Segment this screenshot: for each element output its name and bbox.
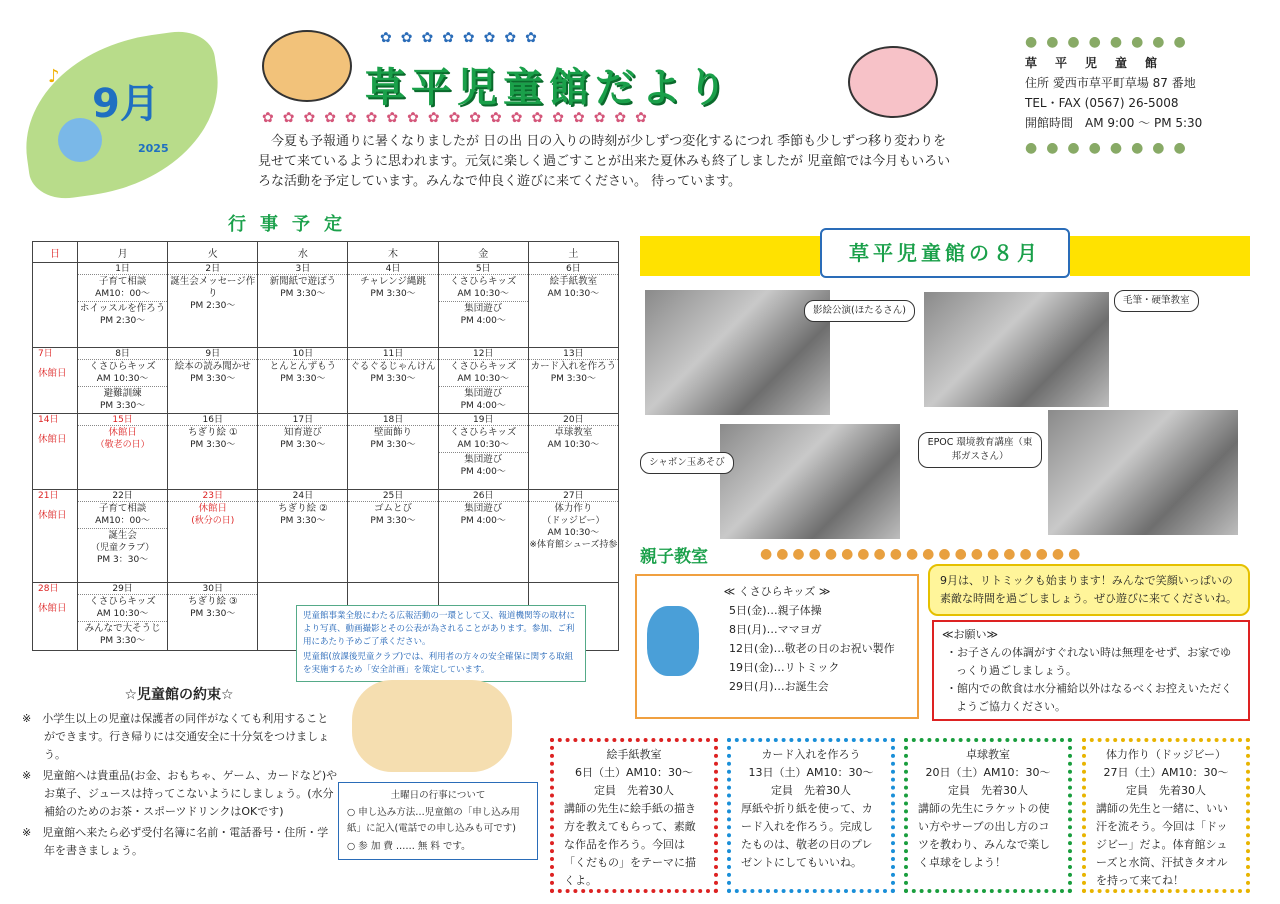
day-number: 25日 bbox=[348, 490, 437, 502]
publicity-notice bbox=[296, 605, 586, 682]
shadow-play-photo bbox=[645, 290, 830, 415]
day-number: 20日 bbox=[529, 414, 618, 426]
event-line: くさひらキッズ bbox=[450, 361, 517, 372]
calendar-event bbox=[78, 386, 167, 413]
calendar-event bbox=[38, 595, 77, 616]
photo-caption: シャボン玉あそび bbox=[640, 452, 734, 474]
request-title: ≪お願い≫ bbox=[942, 628, 999, 641]
calligraphy-photo bbox=[924, 292, 1109, 407]
event-line: くさひらキッズ bbox=[89, 596, 156, 607]
newsletter-title: 草平児童館だより bbox=[365, 65, 733, 111]
day-number: 26日 bbox=[439, 490, 528, 502]
event-line: 絵手紙教室 bbox=[549, 276, 598, 287]
day-number: 9日 bbox=[168, 348, 257, 360]
class-cap: 定員 先着30人 bbox=[1126, 784, 1206, 797]
animal-decoration: ●●●●●●●●●●●●●●●●●●●● bbox=[760, 546, 1085, 562]
calendar-event bbox=[439, 452, 528, 479]
calendar-day-cell bbox=[438, 263, 528, 348]
day-number: 29日 bbox=[78, 583, 167, 595]
calendar-day-cell bbox=[168, 348, 258, 414]
day-number: 3日 bbox=[258, 263, 347, 275]
day-number: 16日 bbox=[168, 414, 257, 426]
event-line: ※体育館シューズ持参 bbox=[529, 540, 618, 550]
weekend-info-box bbox=[338, 782, 538, 860]
kids-item: 19日(金)…リトミック bbox=[729, 661, 840, 674]
saturday-class-box bbox=[1082, 738, 1250, 893]
event-line: 知育遊び bbox=[283, 427, 322, 438]
photo-caption: EPOC 環境教育講座（東邦ガスさん） bbox=[918, 432, 1042, 468]
event-line: PM 3:30～ bbox=[280, 289, 326, 299]
soap-bubble-photo bbox=[720, 424, 900, 539]
class-cap: 定員 先着30人 bbox=[594, 784, 674, 797]
calendar-day-cell bbox=[168, 263, 258, 348]
calendar-event bbox=[78, 426, 167, 452]
day-number bbox=[38, 263, 77, 275]
class-title: 絵手紙教室 bbox=[606, 748, 662, 761]
calendar-day-cell bbox=[528, 263, 618, 348]
event-line: くさひらキッズ bbox=[450, 427, 517, 438]
event-line: PM 4:00～ bbox=[460, 467, 506, 477]
day-number: 17日 bbox=[258, 414, 347, 426]
calendar-event bbox=[78, 621, 167, 648]
class-title: 卓球教室 bbox=[966, 748, 1010, 761]
calendar-event bbox=[38, 502, 77, 523]
event-line: 休館日 bbox=[198, 503, 227, 514]
calendar-header-cell: 木 bbox=[348, 242, 438, 263]
event-line: AM 10:30～ bbox=[547, 440, 600, 450]
weekend-fee: ○ 参 加 費 …… 無 料 です。 bbox=[347, 841, 471, 852]
event-line: (秋分の日) bbox=[191, 516, 235, 526]
eco-lecture-photo bbox=[1048, 410, 1238, 535]
event-line: 休館日 bbox=[38, 603, 67, 614]
calendar-event bbox=[78, 528, 167, 567]
calendar-day-cell bbox=[348, 490, 438, 583]
day-number: 8日 bbox=[78, 348, 167, 360]
event-line: 卓球教室 bbox=[554, 427, 593, 438]
event-line: 誕生会 bbox=[108, 530, 137, 541]
calendar-event bbox=[439, 301, 528, 328]
saturday-class-box bbox=[550, 738, 718, 893]
event-line: PM 4:00～ bbox=[460, 401, 506, 411]
calendar-event bbox=[168, 426, 257, 452]
notice-line: 児童館(放課後児童クラブ)では、利用者の方々の安全確保に関する取組を実施するため「安全計画」を策定しています。 bbox=[303, 652, 574, 675]
event-line: PM 3:30～ bbox=[370, 516, 416, 526]
class-body: 講師の先生と一緒に、いい汗を流そう。今回は「ドッジビー」だよ。体育館シューズと水筒、汗拭きタオルを持って来てね！ bbox=[1096, 802, 1228, 887]
calendar-event bbox=[78, 275, 167, 301]
event-line: PM 2:30～ bbox=[99, 316, 146, 326]
parent-child-class-title: 親子教室 bbox=[640, 547, 708, 567]
photo-caption: 毛筆・硬筆教室 bbox=[1114, 290, 1199, 312]
event-line: ゴムとび bbox=[374, 503, 413, 514]
year-label: 2025 bbox=[138, 142, 169, 155]
event-line: 新聞紙で遊ぼう bbox=[269, 276, 337, 287]
calendar-day-cell bbox=[33, 348, 78, 414]
notice-line: 児童館事業全般にわたる広報活動の一環として又、報道機関等の取材により写真、動画撮影とその公表が為されることがあります。参加、ご利用にあたり予めご了承ください。 bbox=[303, 611, 576, 647]
day-number: 24日 bbox=[258, 490, 347, 502]
event-line: AM 10:30～ bbox=[96, 374, 149, 384]
event-line: PM 3：30～ bbox=[96, 555, 149, 565]
event-line: AM 10:30～ bbox=[96, 609, 149, 619]
top-flowers-decoration: ✿✿✿✿✿✿✿✿ bbox=[380, 30, 546, 46]
music-note-icon: ♪ bbox=[48, 66, 60, 87]
penguin-icon bbox=[647, 606, 699, 676]
august-title: 草平児童館の８月 bbox=[820, 228, 1070, 278]
facility-name: 草 平 児 童 館 bbox=[1025, 56, 1161, 70]
event-line: 集団遊び bbox=[464, 454, 503, 465]
event-line: ちぎり絵 ③ bbox=[187, 596, 238, 607]
rules-section bbox=[20, 684, 338, 863]
calendar-day-cell bbox=[438, 348, 528, 414]
day-number: 22日 bbox=[78, 490, 167, 502]
event-line: 避難訓練 bbox=[103, 388, 142, 399]
event-line: 休館日 bbox=[38, 434, 67, 445]
calendar-week-row bbox=[33, 490, 619, 583]
day-number: 12日 bbox=[439, 348, 528, 360]
day-number: 18日 bbox=[348, 414, 437, 426]
calendar-day-cell bbox=[33, 414, 78, 490]
calendar-day-cell bbox=[168, 414, 258, 490]
event-line: 休館日 bbox=[108, 427, 137, 438]
calendar-day-cell bbox=[78, 583, 168, 651]
rule-item: ※ 小学生以上の児童は保護者の同伴がなくても利用することができます。行き帰りには交通安全に十分気をつけましょう。 bbox=[22, 712, 330, 761]
class-title: 体力作り（ドッジビー） bbox=[1105, 748, 1227, 761]
event-line: （児童クラブ） bbox=[91, 543, 155, 553]
calendar-event bbox=[38, 426, 77, 447]
calendar-header-cell: 金 bbox=[438, 242, 528, 263]
event-line: AM 10:30～ bbox=[547, 528, 600, 538]
weekend-title: 土曜日の行事について bbox=[390, 790, 486, 801]
class-title: カード入れを作ろう bbox=[761, 748, 861, 761]
calendar-day-cell bbox=[528, 348, 618, 414]
event-line: PM 3:30～ bbox=[370, 374, 416, 384]
calendar-event bbox=[439, 275, 528, 301]
month-label: 9月 bbox=[92, 81, 160, 127]
yellow-band-left bbox=[640, 236, 820, 276]
class-cap: 定員 先着30人 bbox=[948, 784, 1028, 797]
calendar-event bbox=[529, 426, 618, 452]
calendar-week-row bbox=[33, 348, 619, 414]
rules-title: ☆児童館の約束☆ bbox=[124, 687, 234, 703]
calendar-day-cell bbox=[438, 490, 528, 583]
calendar-event bbox=[439, 360, 528, 386]
event-calendar bbox=[32, 241, 619, 651]
calendar-event bbox=[439, 386, 528, 413]
facility-address: 住所 愛西市草平町草場 87 番地 bbox=[1025, 76, 1196, 90]
event-line: ちぎり絵 ① bbox=[187, 427, 238, 438]
saturday-class-box bbox=[727, 738, 895, 893]
calendar-day-cell bbox=[33, 263, 78, 348]
event-line: PM 3:30～ bbox=[190, 374, 236, 384]
event-line: PM 4:00～ bbox=[460, 316, 506, 326]
day-number: 23日 bbox=[168, 490, 257, 502]
event-line: 集団遊び bbox=[464, 503, 503, 514]
event-line: PM 3:30～ bbox=[280, 516, 326, 526]
calendar-event bbox=[78, 301, 167, 328]
day-number: 10日 bbox=[258, 348, 347, 360]
day-number: 14日 bbox=[38, 415, 59, 425]
event-line: 集団遊び bbox=[464, 303, 503, 314]
class-date: 20日（土）AM10：30～ bbox=[925, 766, 1051, 779]
event-line: 誕生会メッセージ作り bbox=[170, 276, 256, 299]
event-line: PM 3:30～ bbox=[550, 374, 597, 384]
day-number: 4日 bbox=[348, 263, 437, 275]
calendar-event bbox=[439, 426, 528, 452]
calendar-header-cell: 日 bbox=[33, 242, 78, 263]
event-line: AM10：00～ bbox=[95, 516, 150, 526]
kids-item: 5日(金)…親子体操 bbox=[729, 604, 822, 617]
day-number: 30日 bbox=[168, 583, 257, 595]
request-item: ・館内での飲食は水分補給以外はなるべくお控えいただくようご協力ください。 bbox=[946, 682, 1232, 713]
event-line: PM 3:30～ bbox=[190, 440, 236, 450]
day-number: 7日 bbox=[38, 349, 53, 359]
class-body: 厚紙や折り紙を使って、カード入れを作ろう。完成したものは、敬老の日のプレゼントにしてもいいね。 bbox=[741, 802, 873, 869]
event-line: PM 2:30～ bbox=[190, 301, 236, 311]
kids-schedule-box bbox=[635, 574, 919, 719]
calendar-event bbox=[258, 275, 347, 301]
event-line: 絵本の読み聞かせ bbox=[174, 361, 251, 372]
calendar-event bbox=[348, 360, 437, 386]
calendar-event bbox=[38, 360, 77, 381]
calendar-event bbox=[168, 275, 257, 313]
event-line: AM 10:30～ bbox=[457, 289, 510, 299]
calendar-day-cell bbox=[258, 348, 348, 414]
calendar-event bbox=[258, 502, 347, 528]
day-number: 11日 bbox=[348, 348, 437, 360]
calendar-day-cell bbox=[168, 583, 258, 651]
calendar-event bbox=[168, 360, 257, 386]
calendar-day-cell bbox=[258, 414, 348, 490]
calendar-event bbox=[348, 502, 437, 528]
event-line: PM 3:30～ bbox=[190, 609, 236, 619]
calendar-event bbox=[348, 426, 437, 452]
fruit-decoration: ●●●●●●●● bbox=[1025, 34, 1195, 50]
photo-caption: 影絵公演(ほたるさん) bbox=[804, 300, 915, 322]
calendar-event bbox=[529, 360, 618, 386]
calendar-event bbox=[348, 275, 437, 301]
event-line: AM 10:30～ bbox=[457, 440, 510, 450]
weekend-apply: ○ 申し込み方法…児童館の「申し込み用紙」に記入(電話での申し込みも可です) bbox=[347, 807, 520, 834]
event-line: ぐるぐるじゃんけん bbox=[350, 361, 436, 372]
calendar-event bbox=[439, 502, 528, 528]
class-cap: 定員 先着30人 bbox=[771, 784, 851, 797]
class-body: 講師の先生にラケットの使い方やサーブの出し方のコツを教わり、みんなで楽しく卓球をしよう！ bbox=[918, 802, 1050, 869]
rule-item: ※ 児童館へは貴重品(お金、おもちゃ、ゲーム、カードなど)やお菓子、ジュースは持ってこないようにしましょう。(水分補給のためのお茶・スポーツドリンクはOKです) bbox=[22, 769, 338, 818]
event-line: とんとんずもう bbox=[269, 361, 337, 372]
event-line: チャレンジ縄跳 bbox=[360, 276, 426, 287]
calendar-day-cell bbox=[528, 490, 618, 583]
calendar-day-cell bbox=[168, 490, 258, 583]
class-date: 6日（土）AM10：30～ bbox=[574, 766, 693, 779]
kids-item: 8日(月)…ママヨガ bbox=[729, 623, 822, 636]
event-line: PM 3:30～ bbox=[99, 401, 146, 411]
event-line: カード入れを作ろう bbox=[530, 361, 617, 372]
calendar-day-cell bbox=[528, 414, 618, 490]
event-line: みんなで大そうじ bbox=[84, 623, 161, 634]
schedule-title: 行事予定 bbox=[228, 214, 356, 235]
saturday-class-box bbox=[904, 738, 1072, 893]
event-line: PM 3:30～ bbox=[99, 636, 146, 646]
intro-paragraph: 今夏も予報通りに暑くなりましたが 日の出 日の入りの時刻が少しずつ変化するにつれ 季節も少しずつ移り変わりを見せて来ているように思われます。元気に楽しく過ごすことが出来た夏休みも終了しましたが 児童館では今月もいろいろな活動を予定しています。みんなで仲良く遊びに来てください。 待っています。 bbox=[258, 134, 951, 189]
calendar-week-row bbox=[33, 263, 619, 348]
class-date: 13日（土）AM10：30～ bbox=[748, 766, 874, 779]
calendar-header-cell: 水 bbox=[258, 242, 348, 263]
opening-hours: 開館時間 AM 9:00 ～ PM 5:30 bbox=[1025, 116, 1203, 130]
calendar-header-cell: 土 bbox=[528, 242, 618, 263]
calendar-day-cell bbox=[348, 348, 438, 414]
calendar-day-cell bbox=[78, 414, 168, 490]
event-line: ホイッスルを作ろう bbox=[79, 303, 166, 314]
event-line: ちぎり絵 ② bbox=[278, 503, 328, 514]
calendar-day-cell bbox=[33, 490, 78, 583]
rhythmic-notice: 9月は、リトミックも始まります！みんなで笑顔いっぱいの素敵な時間を過ごしましょう。ぜひ遊びに来てくださいね。 bbox=[928, 564, 1250, 616]
bug-character-icon bbox=[58, 118, 102, 162]
calendar-day-cell bbox=[78, 348, 168, 414]
calendar-event bbox=[78, 595, 167, 621]
event-line: 休館日 bbox=[38, 368, 67, 379]
calendar-day-cell bbox=[348, 414, 438, 490]
calendar-event bbox=[78, 502, 167, 528]
kids-item: 12日(金)…敬老の日のお祝い製作 bbox=[729, 642, 895, 655]
calendar-day-cell bbox=[78, 490, 168, 583]
day-number: 5日 bbox=[439, 263, 528, 275]
calendar-event bbox=[168, 502, 257, 528]
calendar-day-cell bbox=[78, 263, 168, 348]
event-line: くさひらキッズ bbox=[89, 361, 156, 372]
class-body: 講師の先生に絵手紙の描き方を教えてもらって、素敵な作品を作ろう。今回は「くだもの」をテーマに描くよ。 bbox=[564, 802, 696, 887]
event-line: PM 4:00～ bbox=[460, 516, 506, 526]
calendar-event bbox=[168, 595, 257, 621]
event-line: （ドッジビー） bbox=[542, 516, 605, 526]
day-number: 1日 bbox=[78, 263, 167, 275]
boy-character-icon bbox=[262, 30, 352, 102]
event-line: 子育て相談 bbox=[98, 276, 147, 287]
class-date: 27日（土）AM10：30～ bbox=[1103, 766, 1229, 779]
event-line: AM 10:30～ bbox=[547, 289, 600, 299]
event-line: くさひらキッズ bbox=[450, 276, 517, 287]
bunny-character-icon bbox=[848, 46, 938, 118]
day-number: 15日 bbox=[78, 414, 167, 426]
event-line: PM 3:30～ bbox=[370, 440, 416, 450]
event-line: （敬老の日） bbox=[95, 440, 150, 450]
calendar-event bbox=[529, 502, 618, 552]
event-line: AM10：00～ bbox=[95, 289, 150, 299]
kids-title: ≪ くさひらキッズ ≫ bbox=[723, 585, 831, 598]
calendar-event bbox=[78, 360, 167, 386]
day-number: 21日 bbox=[38, 491, 59, 501]
event-line: 集団遊び bbox=[464, 388, 503, 399]
calendar-day-cell bbox=[258, 490, 348, 583]
yellow-band-right bbox=[1070, 236, 1250, 276]
event-line: AM 10:30～ bbox=[457, 374, 510, 384]
calendar-week-row bbox=[33, 414, 619, 490]
calendar-header-cell: 火 bbox=[168, 242, 258, 263]
bottom-flowers-decoration: ✿✿✿✿✿✿✿✿✿✿✿✿✿✿✿✿✿✿✿ bbox=[262, 110, 656, 126]
calendar-day-cell bbox=[348, 263, 438, 348]
event-line: 休館日 bbox=[38, 510, 67, 521]
day-number: 2日 bbox=[168, 263, 257, 275]
event-line: PM 3:30～ bbox=[370, 289, 416, 299]
day-number: 27日 bbox=[529, 490, 618, 502]
event-line: PM 3:30～ bbox=[280, 440, 326, 450]
calendar-event bbox=[258, 426, 347, 452]
request-box bbox=[932, 620, 1250, 721]
calendar-day-cell bbox=[33, 583, 78, 651]
request-item: ・お子さんの体調がすぐれない時は無理をせず、お家でゆっくり過ごしましょう。 bbox=[946, 646, 1232, 677]
day-number: 19日 bbox=[439, 414, 528, 426]
event-line: 子育て相談 bbox=[98, 503, 147, 514]
calendar-event bbox=[258, 360, 347, 386]
day-number: 6日 bbox=[529, 263, 618, 275]
event-line: 壁面飾り bbox=[374, 427, 413, 438]
kids-item: 29日(月)…お誕生会 bbox=[729, 680, 829, 693]
event-line: PM 3:30～ bbox=[280, 374, 326, 384]
day-number: 28日 bbox=[38, 584, 59, 594]
calendar-header-cell: 月 bbox=[78, 242, 168, 263]
fruit-decoration-bottom: ●●●●●●●● bbox=[1025, 140, 1195, 156]
calendar-day-cell bbox=[438, 414, 528, 490]
calendar-event bbox=[529, 275, 618, 301]
day-number: 13日 bbox=[529, 348, 618, 360]
facility-phone: TEL・FAX (0567) 26-5008 bbox=[1025, 96, 1179, 110]
rule-item: ※ 児童館へ来たら必ず受付名簿に名前・電話番号・住所・学年を書きましょう。 bbox=[22, 826, 329, 857]
bear-mochi-illustration bbox=[352, 680, 512, 772]
event-line: 体力作り bbox=[554, 503, 593, 514]
calendar-day-cell bbox=[258, 263, 348, 348]
